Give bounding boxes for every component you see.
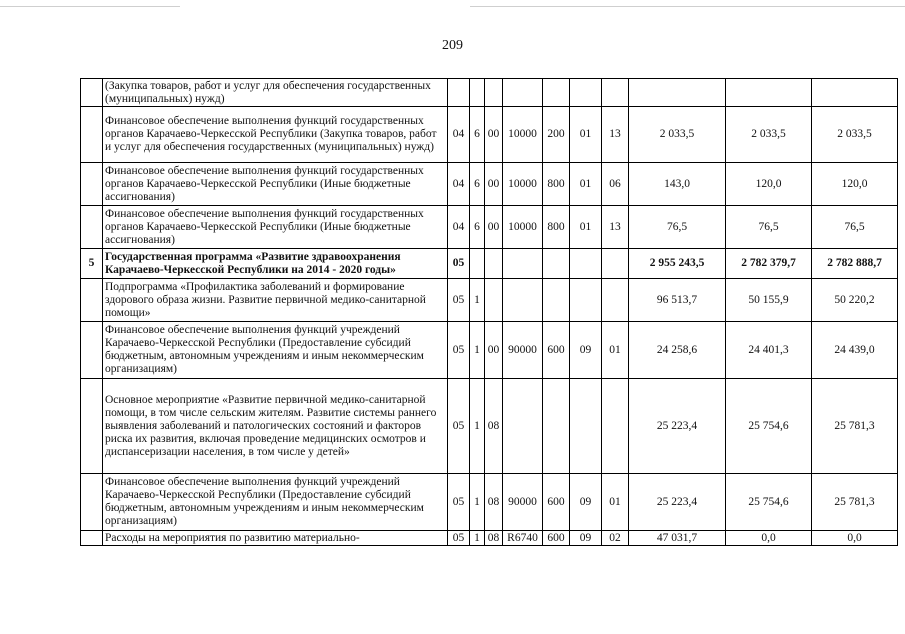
amount-year-1: 25 223,4 xyxy=(629,474,726,531)
code-event: 08 xyxy=(485,531,503,546)
code-direction xyxy=(503,249,543,279)
amount-year-1 xyxy=(629,79,726,107)
code-chapter: 09 xyxy=(570,474,602,531)
table-row xyxy=(81,531,898,546)
code-subprogram: 1 xyxy=(470,379,485,474)
amount-year-3 xyxy=(812,79,898,107)
row-description: (Закупка товаров, работ и услуг для обеспечения государственных (муниципальных) нужд) xyxy=(103,79,448,107)
code-subprogram: 1 xyxy=(470,322,485,379)
amount-year-1: 76,5 xyxy=(629,206,726,249)
code-expense-type: 800 xyxy=(543,206,570,249)
amount-year-3: 50 220,2 xyxy=(812,279,898,322)
code-direction xyxy=(503,379,543,474)
code-subchapter: 01 xyxy=(602,322,629,379)
code-subchapter xyxy=(602,249,629,279)
amount-year-3: 24 439,0 xyxy=(812,322,898,379)
table-row xyxy=(81,279,898,322)
code-chapter: 01 xyxy=(570,107,602,163)
amount-year-1: 2 955 243,5 xyxy=(629,249,726,279)
code-subchapter: 13 xyxy=(602,206,629,249)
table-row xyxy=(81,379,898,474)
row-number xyxy=(81,379,103,474)
code-section: 04 xyxy=(448,107,470,163)
amount-year-2: 50 155,9 xyxy=(726,279,812,322)
row-description: Финансовое обеспечение выполнения функций государственных органов Карачаево-Черкесской Республики (Иные бюджетные ассигнования) xyxy=(103,163,448,206)
row-description: Подпрограмма «Профилактика заболеваний и формирование здорового образа жизни. Развитие первичной медико-санитарной помощи» xyxy=(103,279,448,322)
code-subchapter: 02 xyxy=(602,531,629,546)
row-description: Расходы на мероприятия по развитию материально- xyxy=(103,531,448,546)
amount-year-1: 96 513,7 xyxy=(629,279,726,322)
table-row xyxy=(81,474,898,531)
row-description: Основное мероприятие «Развитие первичной медико-санитарной помощи, в том числе сельским жителям. Развитие системы раннего выявления заболеваний и патологических состояний и факторов риска их развития, включая проведение медицинских осмотров и диспансеризации населения, в том числе у детей» xyxy=(103,379,448,474)
code-subchapter xyxy=(602,379,629,474)
table-row xyxy=(81,79,898,107)
code-direction: 90000 xyxy=(503,322,543,379)
code-section: 05 xyxy=(448,379,470,474)
amount-year-3: 25 781,3 xyxy=(812,474,898,531)
amount-year-2: 2 033,5 xyxy=(726,107,812,163)
table-row xyxy=(81,249,898,279)
code-expense-type xyxy=(543,249,570,279)
scan-line-left xyxy=(0,6,180,7)
table-row xyxy=(81,322,898,379)
code-subchapter: 01 xyxy=(602,474,629,531)
row-number: 5 xyxy=(81,249,103,279)
amount-year-1: 143,0 xyxy=(629,163,726,206)
amount-year-2: 0,0 xyxy=(726,531,812,546)
amount-year-3: 2 033,5 xyxy=(812,107,898,163)
code-chapter xyxy=(570,249,602,279)
code-event: 08 xyxy=(485,379,503,474)
amount-year-2: 24 401,3 xyxy=(726,322,812,379)
row-number xyxy=(81,107,103,163)
code-chapter: 09 xyxy=(570,531,602,546)
code-expense-type: 600 xyxy=(543,474,570,531)
amount-year-3: 120,0 xyxy=(812,163,898,206)
code-event xyxy=(485,249,503,279)
row-number xyxy=(81,322,103,379)
table-row xyxy=(81,163,898,206)
table-row xyxy=(81,206,898,249)
row-number xyxy=(81,474,103,531)
code-event: 00 xyxy=(485,107,503,163)
code-chapter: 01 xyxy=(570,206,602,249)
code-section: 05 xyxy=(448,322,470,379)
amount-year-2: 25 754,6 xyxy=(726,379,812,474)
code-section: 05 xyxy=(448,249,470,279)
code-chapter xyxy=(570,279,602,322)
row-number xyxy=(81,279,103,322)
code-chapter xyxy=(570,379,602,474)
code-event: 00 xyxy=(485,206,503,249)
code-subchapter xyxy=(602,79,629,107)
row-number xyxy=(81,206,103,249)
amount-year-3: 0,0 xyxy=(812,531,898,546)
code-subprogram xyxy=(470,249,485,279)
amount-year-2: 120,0 xyxy=(726,163,812,206)
row-description: Финансовое обеспечение выполнения функций государственных органов Карачаево-Черкесской Республики (Закупка товаров, работ и услуг для обеспечения государственных (муниципальных) нужд) xyxy=(103,107,448,163)
code-direction: 10000 xyxy=(503,163,543,206)
row-number xyxy=(81,163,103,206)
row-description: Государственная программа «Развитие здравоохранения Карачаево-Черкесской Республики на 2014 - 2020 годы» xyxy=(103,249,448,279)
code-direction xyxy=(503,279,543,322)
row-description: Финансовое обеспечение выполнения функций государственных органов Карачаево-Черкесской Республики (Иные бюджетные ассигнования) xyxy=(103,206,448,249)
code-subprogram: 1 xyxy=(470,279,485,322)
budget-table xyxy=(80,78,898,546)
code-event: 00 xyxy=(485,322,503,379)
amount-year-3: 25 781,3 xyxy=(812,379,898,474)
code-direction: 10000 xyxy=(503,107,543,163)
code-section: 04 xyxy=(448,206,470,249)
code-section: 04 xyxy=(448,163,470,206)
amount-year-3: 2 782 888,7 xyxy=(812,249,898,279)
code-direction: 90000 xyxy=(503,474,543,531)
table-row xyxy=(81,107,898,163)
code-expense-type: 200 xyxy=(543,107,570,163)
code-subchapter: 13 xyxy=(602,107,629,163)
code-chapter xyxy=(570,79,602,107)
code-chapter: 09 xyxy=(570,322,602,379)
code-section xyxy=(448,79,470,107)
code-expense-type: 800 xyxy=(543,163,570,206)
row-description: Финансовое обеспечение выполнения функций учреждений Карачаево-Черкесской Республики (Предоставление субсидий бюджетным, автономным учреждениям и иным некоммерческим организациям) xyxy=(103,474,448,531)
amount-year-2: 76,5 xyxy=(726,206,812,249)
code-direction: 10000 xyxy=(503,206,543,249)
code-subchapter xyxy=(602,279,629,322)
amount-year-3: 76,5 xyxy=(812,206,898,249)
code-section: 05 xyxy=(448,531,470,546)
code-subprogram: 1 xyxy=(470,474,485,531)
row-number xyxy=(81,531,103,546)
code-event xyxy=(485,279,503,322)
code-event: 00 xyxy=(485,163,503,206)
code-expense-type xyxy=(543,379,570,474)
amount-year-1: 24 258,6 xyxy=(629,322,726,379)
code-expense-type xyxy=(543,279,570,322)
code-subprogram xyxy=(470,79,485,107)
amount-year-2: 2 782 379,7 xyxy=(726,249,812,279)
amount-year-1: 47 031,7 xyxy=(629,531,726,546)
code-expense-type: 600 xyxy=(543,322,570,379)
code-direction xyxy=(503,79,543,107)
amount-year-1: 25 223,4 xyxy=(629,379,726,474)
code-event: 08 xyxy=(485,474,503,531)
amount-year-2 xyxy=(726,79,812,107)
code-section: 05 xyxy=(448,474,470,531)
amount-year-2: 25 754,6 xyxy=(726,474,812,531)
code-event xyxy=(485,79,503,107)
code-subprogram: 6 xyxy=(470,206,485,249)
scan-line-right xyxy=(470,6,905,7)
code-expense-type: 600 xyxy=(543,531,570,546)
code-subprogram: 6 xyxy=(470,163,485,206)
code-subprogram: 1 xyxy=(470,531,485,546)
row-number xyxy=(81,79,103,107)
amount-year-1: 2 033,5 xyxy=(629,107,726,163)
page-number: 209 xyxy=(442,38,463,53)
code-chapter: 01 xyxy=(570,163,602,206)
code-direction: R6740 xyxy=(503,531,543,546)
code-subprogram: 6 xyxy=(470,107,485,163)
code-expense-type xyxy=(543,79,570,107)
code-section: 05 xyxy=(448,279,470,322)
row-description: Финансовое обеспечение выполнения функций учреждений Карачаево-Черкесской Республики (Предоставление субсидий бюджетным, автономным учреждениям и иным некоммерческим организациям) xyxy=(103,322,448,379)
code-subchapter: 06 xyxy=(602,163,629,206)
